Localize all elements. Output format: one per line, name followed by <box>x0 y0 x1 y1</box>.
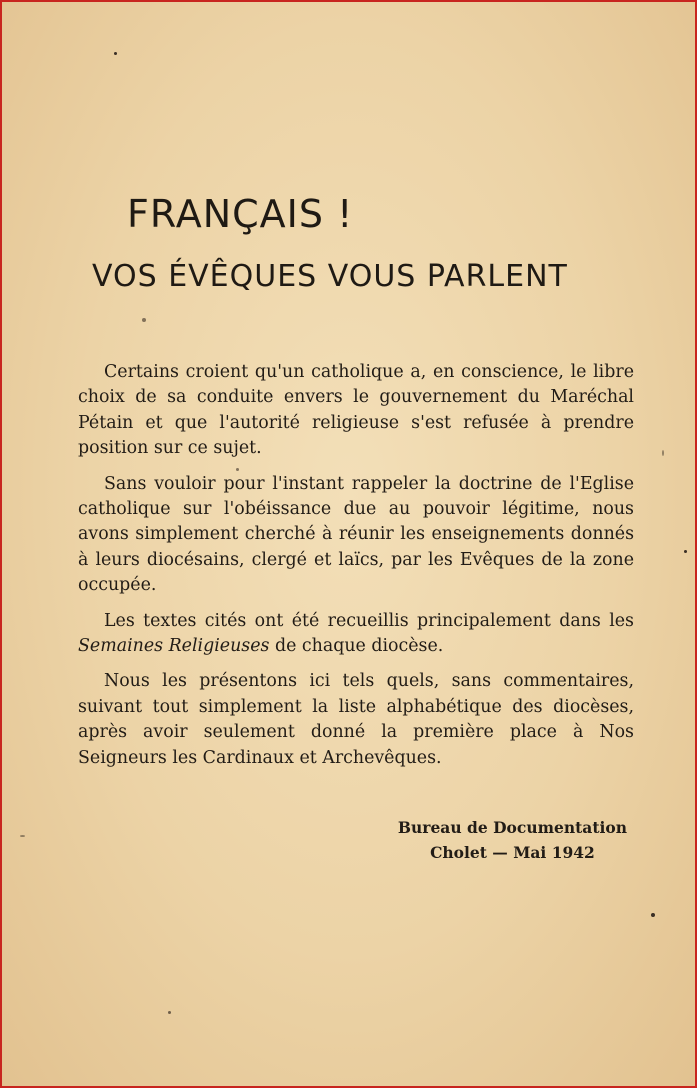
page-subtitle: VOS ÉVÊQUES VOUS PARLENT <box>92 259 568 294</box>
paragraph-3 <box>78 609 634 660</box>
signature-block <box>398 815 627 865</box>
paper-speck <box>20 835 25 837</box>
paragraph-3-text-before: Les textes cités ont été recueillis principalement dans les <box>104 610 634 631</box>
paper-speck <box>168 1011 171 1014</box>
paper-speck <box>236 468 239 471</box>
paper-speck <box>651 913 655 917</box>
paragraph-1: Certains croient qu'un catholique a, en conscience, le libre choix de sa conduite envers le gouvernement du Maréchal Pétain et que l'autorité religieuse s'est refusée à prendre position sur ce sujet. <box>78 362 634 459</box>
paper-speck <box>142 318 146 322</box>
paragraph-3-text-after: de chaque diocèse. <box>269 636 444 657</box>
signature-line-2: Cholet — Mai 1942 <box>430 843 595 862</box>
signature-line-1: Bureau de Documentation <box>397 818 627 837</box>
paragraph-3-emphasis: Semaines Religieuses <box>78 636 270 657</box>
paragraph-2: Sans vouloir pour l'instant rappeler la doctrine de l'Eglise catholique sur l'obéissance due au pouvoir légitime, nous avons simplement cherché à réunir les enseignements donnés à leurs diocésains, clergé et laïcs, par les Evêques de la zone occupée. <box>78 473 634 596</box>
paper-speck <box>114 52 117 55</box>
paper-speck <box>684 550 687 553</box>
paper-speck <box>662 450 664 456</box>
body-text <box>78 360 634 781</box>
page-title: FRANÇAIS ! <box>127 192 354 236</box>
paragraph-4: Nous les présentons ici tels quels, sans commentaires, suivant tout simplement la liste alphabétique des diocèses, après avoir seulement donné la première place à Nos Seigneurs les Cardinaux et Archevêques. <box>78 671 634 768</box>
